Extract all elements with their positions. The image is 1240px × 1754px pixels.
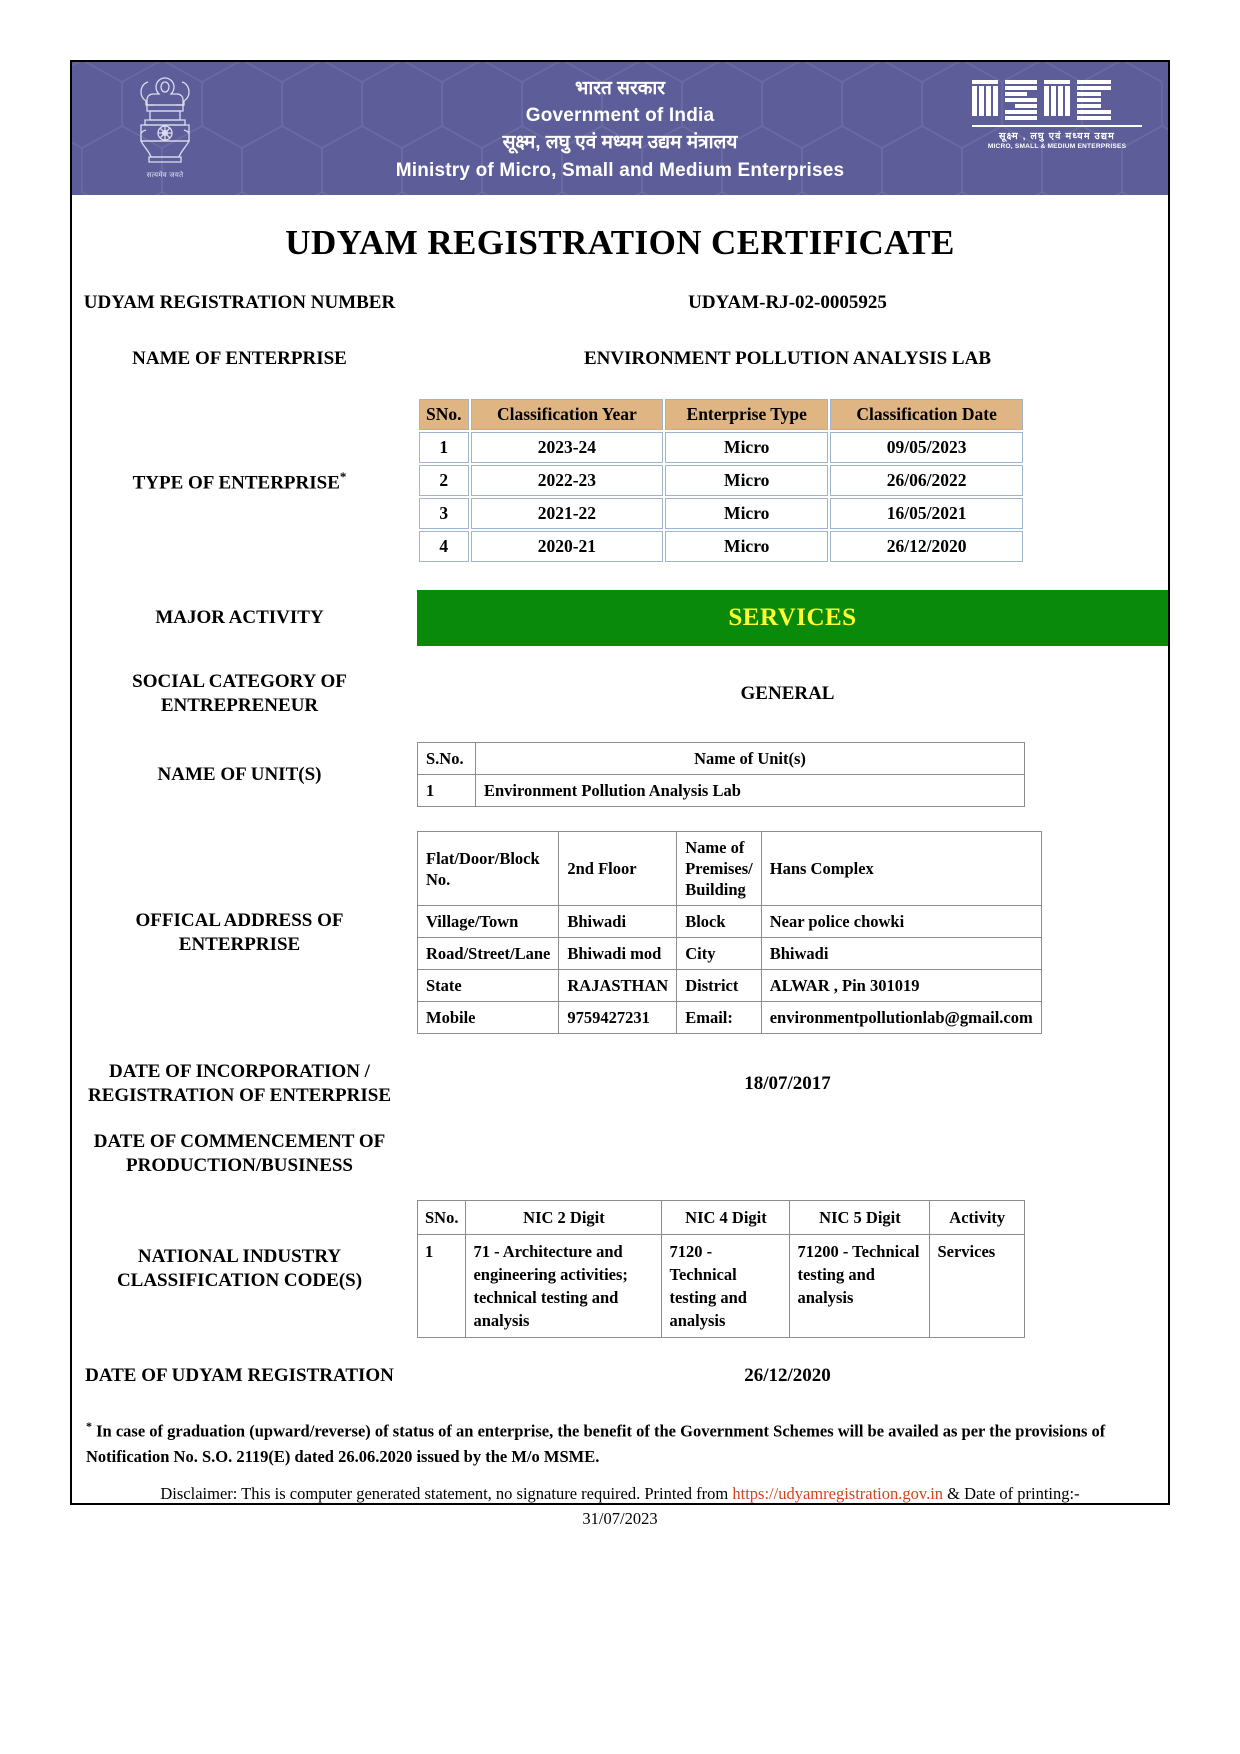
cell-nic-5digit: 71200 - Technical testing and analysis (790, 1235, 930, 1338)
table-row (419, 531, 1023, 562)
certificate-page (70, 60, 1170, 1528)
cell-address-value: 2nd Floor (559, 832, 677, 906)
government-header-banner (72, 62, 1168, 195)
footnote-text: In case of graduation (upward/reverse) of status of an enterprise, the benefit of the Government Schemes will be availed as per the provisions of Notification No. S.O. 2119(E) dated 26.06.2020 issued by the M/o MSME. (86, 1421, 1106, 1466)
cell-date: 16/05/2021 (830, 498, 1023, 529)
table-row (418, 906, 1042, 938)
print-date: 31/07/2023 (582, 1508, 658, 1528)
label-nic-codes: NATIONAL INDUSTRY CLASSIFICATION CODE(S) (116, 1246, 363, 1291)
value-social-category: GENERAL (740, 683, 835, 704)
cell-nic-activity: Services (930, 1235, 1025, 1338)
msme-logo-english-text: MICRO, SMALL & MEDIUM ENTERPRISES (987, 143, 1127, 150)
row-date-of-incorporation (72, 1060, 1168, 1108)
government-of-india-english: Government of India (525, 105, 715, 126)
footnote-asterisk-marker: * (339, 469, 347, 485)
table-row (419, 465, 1023, 496)
units-table (417, 742, 1025, 807)
label-registration-number: UDYAM REGISTRATION NUMBER (83, 292, 396, 313)
msme-logo-divider (972, 125, 1142, 127)
cell-address-key: Village/Town (418, 906, 559, 938)
col-nic-sno: SNo. (418, 1201, 466, 1235)
cell-unit-name: Environment Pollution Analysis Lab (476, 775, 1025, 807)
government-of-india-hindi: भारत सरकार (574, 78, 666, 99)
cell-address-value2: ALWAR , Pin 301019 (761, 970, 1041, 1002)
graduation-footnote (72, 1414, 1168, 1469)
cell-sno: 3 (419, 498, 469, 529)
value-major-activity-badge: SERVICES (417, 590, 1168, 646)
cell-address-value: RAJASTHAN (559, 970, 677, 1002)
row-social-category (72, 670, 1168, 718)
cell-sno: 2 (419, 465, 469, 496)
cell-address-key: Mobile (418, 1002, 559, 1034)
cell-address-value: Bhiwadi mod (559, 938, 677, 970)
ministry-name-english: Ministry of Micro, Small and Medium Enterprises (395, 160, 845, 181)
table-row (418, 1235, 1025, 1338)
emblem-motto-text: सत्यमेव जयते (146, 172, 184, 179)
row-registration-number (72, 291, 1168, 315)
table-row (418, 775, 1025, 807)
cell-email-value: environmentpollutionlab@gmail.com (761, 1002, 1041, 1034)
cell-type: Micro (665, 432, 828, 463)
udyam-portal-link[interactable]: https://udyamregistration.gov.in (732, 1483, 944, 1503)
row-name-of-units (72, 742, 1168, 807)
units-table-container (407, 742, 1168, 807)
cell-address-key: State (418, 970, 559, 1002)
cell-type: Micro (665, 498, 828, 529)
col-nic-5digit: NIC 5 Digit (790, 1201, 930, 1235)
table-header-row (419, 399, 1023, 430)
disclaimer-text-pre: Disclaimer: This is computer generated statement, no signature required. Printed from (160, 1483, 733, 1503)
label-social-category: SOCIAL CATEGORY OF ENTREPRENEUR (132, 671, 347, 716)
label-type-of-enterprise (72, 465, 407, 495)
cell-date: 26/06/2022 (830, 465, 1023, 496)
cell-address-key2: Name of Premises/ Building (677, 832, 762, 906)
cell-sno: 4 (419, 531, 469, 562)
cell-address-key2: Block (677, 906, 762, 938)
address-table-container (407, 831, 1168, 1034)
cell-address-value2: Near police chowki (761, 906, 1041, 938)
cell-type: Micro (665, 465, 828, 496)
label-name-of-enterprise: NAME OF ENTERPRISE (132, 348, 347, 369)
msme-logo-hindi-text: सूक्ष्म , लघु एवं मध्यम उद्यम (998, 131, 1116, 142)
cell-sno: 1 (419, 432, 469, 463)
cell-year: 2022-23 (471, 465, 664, 496)
cell-address-key: Flat/Door/Block No. (418, 832, 559, 906)
row-type-of-enterprise (72, 397, 1168, 564)
cell-type: Micro (665, 531, 828, 562)
page-title: UDYAM REGISTRATION CERTIFICATE (285, 223, 955, 262)
col-sno: SNo. (419, 399, 469, 430)
row-official-address (72, 831, 1168, 1034)
label-major-activity: MAJOR ACTIVITY (155, 607, 324, 628)
col-unit-sno: S.No. (418, 743, 476, 775)
classification-table-container (407, 397, 1168, 564)
nic-table-container (407, 1200, 1168, 1338)
cell-date: 26/12/2020 (830, 531, 1023, 562)
row-major-activity (72, 590, 1168, 646)
col-classification-year: Classification Year (471, 399, 664, 430)
footnote-asterisk-icon: * (86, 1419, 92, 1433)
label-date-of-udyam-registration: DATE OF UDYAM REGISTRATION (85, 1365, 394, 1386)
cell-address-value2: Hans Complex (761, 832, 1041, 906)
col-classification-date: Classification Date (830, 399, 1023, 430)
col-unit-name: Name of Unit(s) (476, 743, 1025, 775)
cell-year: 2021-22 (471, 498, 664, 529)
value-registration-number: UDYAM-RJ-02-0005925 (688, 292, 887, 313)
table-row (418, 832, 1042, 906)
row-date-of-udyam-registration (72, 1364, 1168, 1388)
col-enterprise-type: Enterprise Type (665, 399, 828, 430)
label-date-of-incorporation: DATE OF INCORPORATION / REGISTRATION OF ENTERPRISE (87, 1061, 391, 1106)
table-row (418, 938, 1042, 970)
cell-address-key2: City (677, 938, 762, 970)
label-official-address: OFFICAL ADDRESS OF ENTERPRISE (135, 909, 344, 955)
cell-address-key2: Email: (677, 1002, 762, 1034)
row-nic-codes (72, 1200, 1168, 1338)
cell-nic-2digit: 71 - Architecture and engineering activities; technical testing and analysis (466, 1235, 662, 1338)
nic-table (417, 1200, 1025, 1338)
label-type-of-enterprise-text: TYPE OF ENTERPRISE (132, 472, 340, 494)
col-nic-2digit: NIC 2 Digit (466, 1201, 662, 1235)
ministry-name-hindi: सूक्ष्म, लघु एवं मध्यम उद्यम मंत्रालय (502, 132, 738, 153)
cell-address-value: Bhiwadi (559, 906, 677, 938)
label-name-of-units: NAME OF UNIT(S) (157, 763, 322, 785)
msme-wordmark-icon (972, 80, 1124, 122)
cell-year: 2023-24 (471, 432, 664, 463)
cell-address-value2: Bhiwadi (761, 938, 1041, 970)
table-row (418, 970, 1042, 1002)
cell-address-key2: District (677, 970, 762, 1002)
row-name-of-enterprise (72, 347, 1168, 371)
value-date-of-incorporation: 18/07/2017 (744, 1073, 831, 1094)
cell-nic-4digit: 7120 - Technical testing and analysis (662, 1235, 790, 1338)
table-header-row (418, 1201, 1025, 1235)
cell-year: 2020-21 (471, 531, 664, 562)
classification-table (417, 397, 1025, 564)
disclaimer (72, 1481, 1168, 1531)
value-date-of-udyam-registration: 26/12/2020 (744, 1365, 831, 1386)
table-row (419, 432, 1023, 463)
col-nic-activity: Activity (930, 1201, 1025, 1235)
msme-logo (972, 80, 1142, 150)
disclaimer-text-post: & Date of printing:- (943, 1483, 1080, 1503)
cell-nic-sno: 1 (418, 1235, 466, 1338)
cell-date: 09/05/2023 (830, 432, 1023, 463)
cell-mobile-value: 9759427231 (559, 1002, 677, 1034)
label-date-of-commencement: DATE OF COMMENCEMENT OF PRODUCTION/BUSINESS (93, 1131, 386, 1176)
row-date-of-commencement (72, 1130, 1168, 1178)
col-nic-4digit: NIC 4 Digit (662, 1201, 790, 1235)
table-header-row (418, 743, 1025, 775)
table-row (418, 1002, 1042, 1034)
value-name-of-enterprise: ENVIRONMENT POLLUTION ANALYSIS LAB (583, 348, 991, 369)
address-table (417, 831, 1042, 1034)
cell-unit-sno: 1 (418, 775, 476, 807)
major-activity-band-container (407, 590, 1168, 646)
table-row (419, 498, 1023, 529)
cell-address-key: Road/Street/Lane (418, 938, 559, 970)
